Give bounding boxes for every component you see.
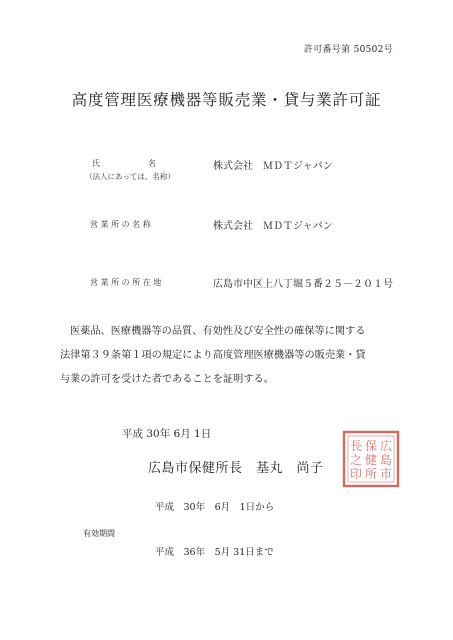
svg-text:島: 島 [380, 453, 393, 467]
svg-text:所: 所 [365, 467, 378, 481]
issuer-name: 広島市保健所長 基丸 尚子 [148, 461, 324, 476]
official-seal [342, 430, 400, 488]
svg-text:健: 健 [365, 453, 378, 467]
certification-statement [60, 320, 400, 392]
office-address-value: 広島市中区上八丁堀５番２５－２０１号 [213, 279, 393, 290]
permit-number: 許可番号第 50502号 [303, 45, 393, 55]
office-name-value: 株式会社 ＭＤＴジャパン [213, 221, 333, 232]
statement-line-1: 医薬品、医療機器等の品質、有効性及び安全性の確保等に関する [70, 326, 366, 337]
svg-text:印: 印 [350, 467, 363, 481]
issue-date: 平成 30年 6月 1日 [122, 428, 212, 440]
certificate-title: 高度管理医療機器等販売業・貸与業許可証 [71, 91, 382, 109]
svg-text:長: 長 [350, 439, 363, 453]
name-sublabel: （法人にあっては、名称） [85, 172, 175, 181]
validity-end: 平成 36年 5月 31日まで [155, 547, 274, 558]
statement-line-3: 与業の許可を受けた者であることを証明する。 [60, 374, 274, 385]
validity-start: 平成 30年 6月 1日から [155, 502, 275, 513]
name-value: 株式会社 ＭＤＴジャパン [213, 161, 333, 172]
svg-text:広: 広 [380, 439, 393, 453]
office-address-label: 営 業 所 の 所 在 地 [90, 278, 162, 287]
office-name-label: 営 業 所 の 名 称 [90, 220, 151, 229]
svg-text:之: 之 [350, 453, 363, 467]
statement-line-2: 法律第３９条第１項の規定により高度管理医療機器等の販売業・貸 [60, 350, 366, 361]
svg-text:市: 市 [380, 467, 393, 481]
validity-label: 有効期間 [83, 529, 115, 538]
name-label: 氏 名 [92, 159, 156, 168]
svg-text:保: 保 [365, 439, 378, 453]
